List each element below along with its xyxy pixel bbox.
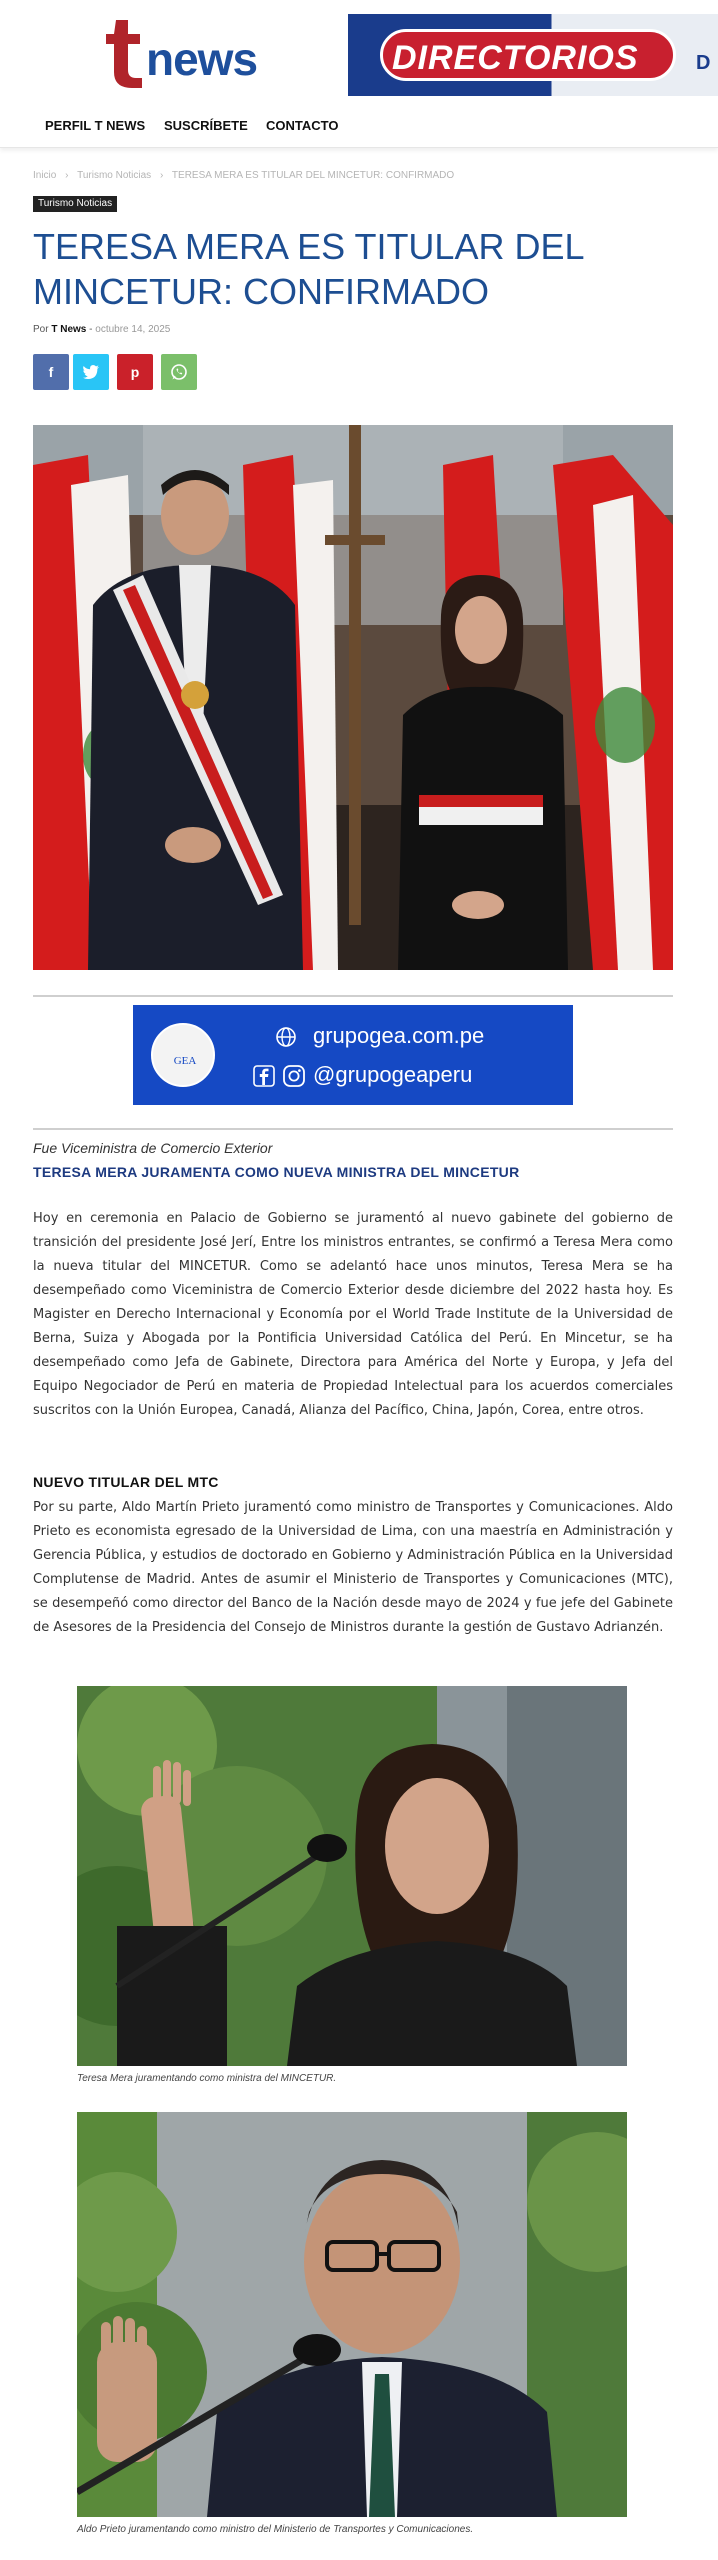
whatsapp-icon (170, 363, 188, 381)
main-article-photo (33, 425, 673, 970)
breadcrumb-separator: › (159, 170, 164, 181)
site-header (0, 0, 718, 100)
aldo-prieto-image (77, 2112, 627, 2517)
instagram-icon (283, 1065, 305, 1087)
logo-wordmark: news (146, 33, 258, 85)
byline (33, 324, 170, 335)
main-nav (0, 108, 718, 148)
category-tag[interactable]: Turismo Noticias (33, 196, 117, 212)
ad-social-handle: @grupogeaperu (313, 1062, 473, 1087)
publish-date: octubre 14, 2025 (95, 324, 171, 335)
breadcrumb-separator: › (65, 170, 69, 181)
facebook-icon: f (48, 364, 54, 380)
breadcrumb-home[interactable]: Inicio (33, 170, 57, 181)
nav-perfil-tnews[interactable]: PERFIL T NEWS (45, 118, 146, 133)
grupogea-ad[interactable] (133, 1005, 573, 1105)
article-kicker: Fue Viceministra de Comercio Exterior (33, 1140, 273, 1156)
teresa-mera-image (77, 1686, 627, 2066)
breadcrumb (33, 170, 460, 181)
breadcrumb-category[interactable]: Turismo Noticias (77, 170, 152, 181)
photo-caption-2: Aldo Prieto juramentando como ministro del Ministerio de Transportes y Comunicaciones. (77, 2524, 474, 2535)
facebook-icon (253, 1065, 275, 1087)
aldo-prieto-photo (77, 2112, 627, 2517)
photo-caption-1: Teresa Mera juramentando como ministra del MINCETUR. (77, 2073, 337, 2084)
byline-prefix: Por (33, 324, 49, 335)
article-subheading: TERESA MERA JURAMENTA COMO NUEVA MINISTRA DEL MINCETUR (33, 1164, 520, 1180)
teresa-mera-photo (77, 1686, 627, 2066)
divider-bottom (33, 1128, 673, 1130)
directorios-banner[interactable] (348, 14, 718, 96)
breadcrumb-current: TERESA MERA ES TITULAR DEL MINCETUR: CONFIRMADO (171, 170, 455, 181)
byline-dash: - (89, 324, 93, 335)
author-link[interactable]: T News (51, 324, 87, 335)
twitter-icon (83, 365, 99, 379)
ad-website: grupogea.com.pe (313, 1023, 485, 1048)
banner-tail-letter: D (696, 52, 711, 74)
article-paragraph-2: Por su parte, Aldo Martín Prieto juramentó como ministro de Transportes y Comunicaciones. Aldo Prieto es economista egresado de la Universidad de Lima, con una maestría en Administración y Gerencia Pública, y estudios de doctorado en Gobierno y Administración Pública en la Universidad Complutense de Madrid. Antes de asumir el Ministerio de Transportes y Comunicaciones (MTC), se desempeñó como director del Banco de la Nación desde mayo de 2024 y fue jefe del Gabinete de Asesores de la Presidencia del Consejo de Ministros durante la gestión de Gustavo Adrianzén. (33, 1500, 673, 1635)
nav-contacto[interactable]: CONTACTO (266, 118, 339, 133)
swearing-in-photo (33, 425, 673, 970)
section-heading-mtc: NUEVO TITULAR DEL MTC (33, 1474, 219, 1490)
globe-icon (275, 1026, 297, 1048)
pinterest-icon: p (130, 364, 140, 380)
share-facebook-button[interactable] (33, 354, 69, 390)
share-whatsapp-button[interactable] (161, 354, 197, 390)
share-pinterest-button[interactable] (117, 354, 153, 390)
nav-suscribete[interactable]: SUSCRÍBETE (164, 118, 248, 133)
gea-logo (151, 1023, 215, 1087)
gea-logo-text: GEA (173, 1055, 197, 1067)
share-twitter-button[interactable] (73, 354, 109, 390)
divider-top (33, 995, 673, 997)
article-title: TERESA MERA ES TITULAR DEL MINCETUR: CONFIRMADO (33, 226, 584, 312)
banner-label: DIRECTORIOS (392, 39, 639, 77)
tnews-logo[interactable] (102, 12, 278, 100)
article-paragraph-1: Hoy en ceremonia en Palacio de Gobierno se juramentó al nuevo gabinete del gobierno de transición del presidente José Jerí, Entre los ministros entrantes, se confirmó a Teresa Mera como la nueva titular del MINCETUR. Como se adelantó hace unos minutos, Teresa Mera se ha desempeñado como Viceministra de Comercio Exterior desde diciembre del 2022 hasta hoy. Es Magister en Derecho Internacional y Economía por el World Trade Institute de la Universidad de Berna, Suiza y Abogada por la Pontificia Universidad Católica del Perú. En Mincetur, se ha desempeñado como Jefa de Gabinete, Directora para América del Norte y Europa, y Jefa del Equipo Negociador de Perú en materia de Propiedad Intelectual para los acuerdos comerciales suscritos con la Unión Europea, Canadá, Alianza del Pacífico, China, Japón, Corea, entre otros. (33, 1211, 673, 1418)
